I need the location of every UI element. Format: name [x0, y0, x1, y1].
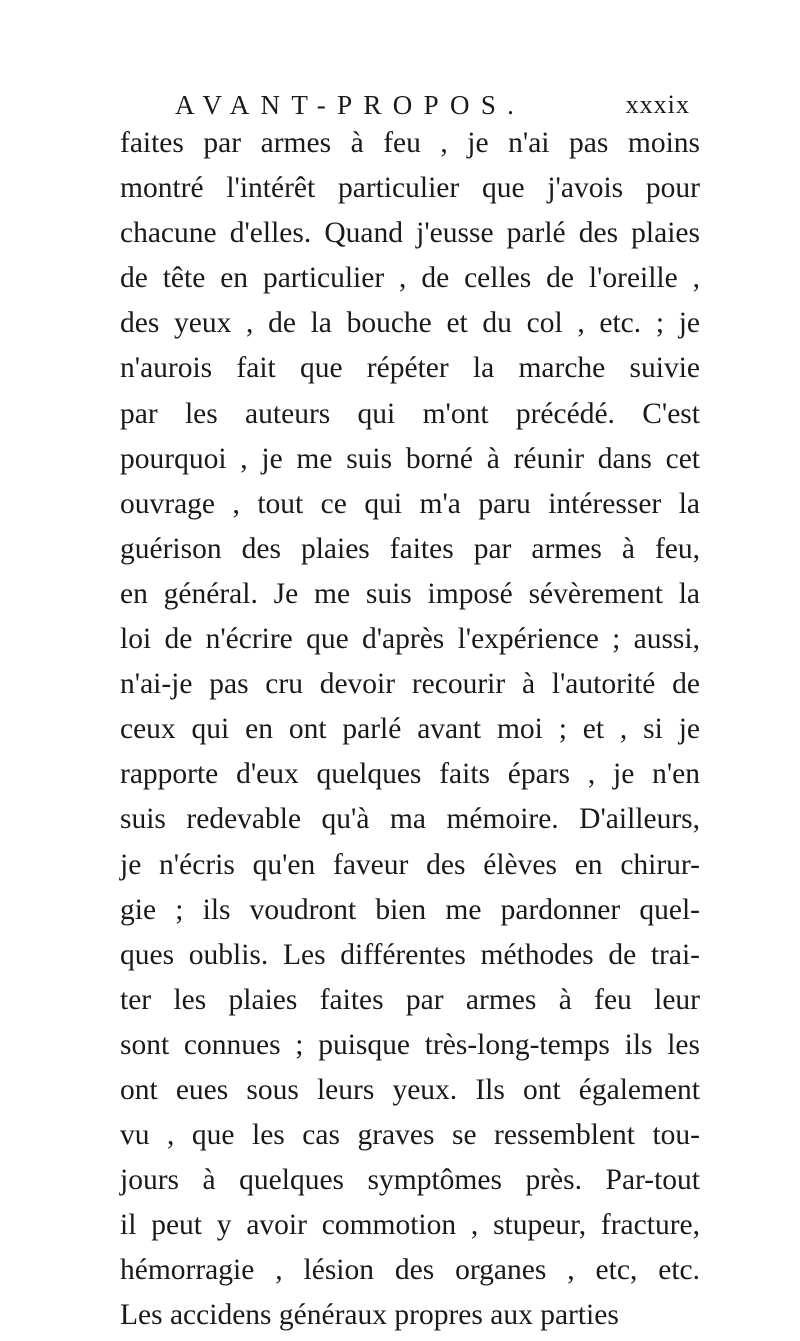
text-line: gie ; ils voudront bien me pardonner quel- [120, 893, 700, 926]
page-number: xxxix [625, 90, 690, 119]
text-line: des yeux , de la bouche et du col , etc. ; je [120, 307, 700, 340]
text-line: en général. Je me suis imposé sévèrement la [120, 577, 700, 610]
text-line: ter les plaies faites par armes à feu leur [120, 983, 700, 1016]
text-line: Les accidens généraux propres aux parties [120, 1299, 619, 1332]
text-line: par les auteurs qui m'ont précédé. C'est [120, 397, 700, 430]
body-text [120, 121, 700, 1339]
text-line: montré l'intérêt particulier que j'avois pour [120, 172, 700, 205]
text-line: je n'écris qu'en faveur des élèves en chirur- [120, 848, 700, 881]
text-line: vu , que les cas graves se ressemblent tou- [120, 1119, 700, 1152]
text-line: jours à quelques symptômes près. Par-tout [120, 1164, 700, 1197]
text-line: suis redevable qu'à ma mémoire. D'ailleurs, [120, 803, 700, 836]
running-title: AVANT-PROPOS. [175, 90, 526, 120]
text-line: n'ai-je pas cru devoir recourir à l'autorité de [120, 668, 700, 701]
text-line: rapporte d'eux quelques faits épars , je n'en [120, 758, 700, 791]
text-line: sont connues ; puisque très-long-temps ils les [120, 1028, 700, 1061]
text-line: n'aurois fait que répéter la marche suivie [120, 352, 700, 385]
text-line: ques oublis. Les différentes méthodes de trai- [120, 938, 700, 971]
running-head [120, 88, 690, 122]
text-line: ouvrage , tout ce qui m'a paru intéresser la [120, 487, 700, 520]
text-line: de tête en particulier , de celles de l'oreille , [120, 262, 700, 295]
text-line: il peut y avoir commotion , stupeur, fracture, [120, 1209, 700, 1242]
text-line: chacune d'elles. Quand j'eusse parlé des plaies [120, 217, 700, 250]
text-line: loi de n'écrire que d'après l'expérience ; aussi, [120, 623, 700, 656]
text-line: hémorragie , lésion des organes , etc, etc. [120, 1254, 700, 1287]
text-line: guérison des plaies faites par armes à feu, [120, 532, 700, 565]
text-line: faites par armes à feu , je n'ai pas moins [120, 127, 700, 159]
text-line: pourquoi , je me suis borné à réunir dans cet [120, 442, 700, 475]
text-line: ont eues sous leurs yeux. Ils ont également [120, 1073, 700, 1106]
text-line: ceux qui en ont parlé avant moi ; et , si je [120, 713, 700, 746]
